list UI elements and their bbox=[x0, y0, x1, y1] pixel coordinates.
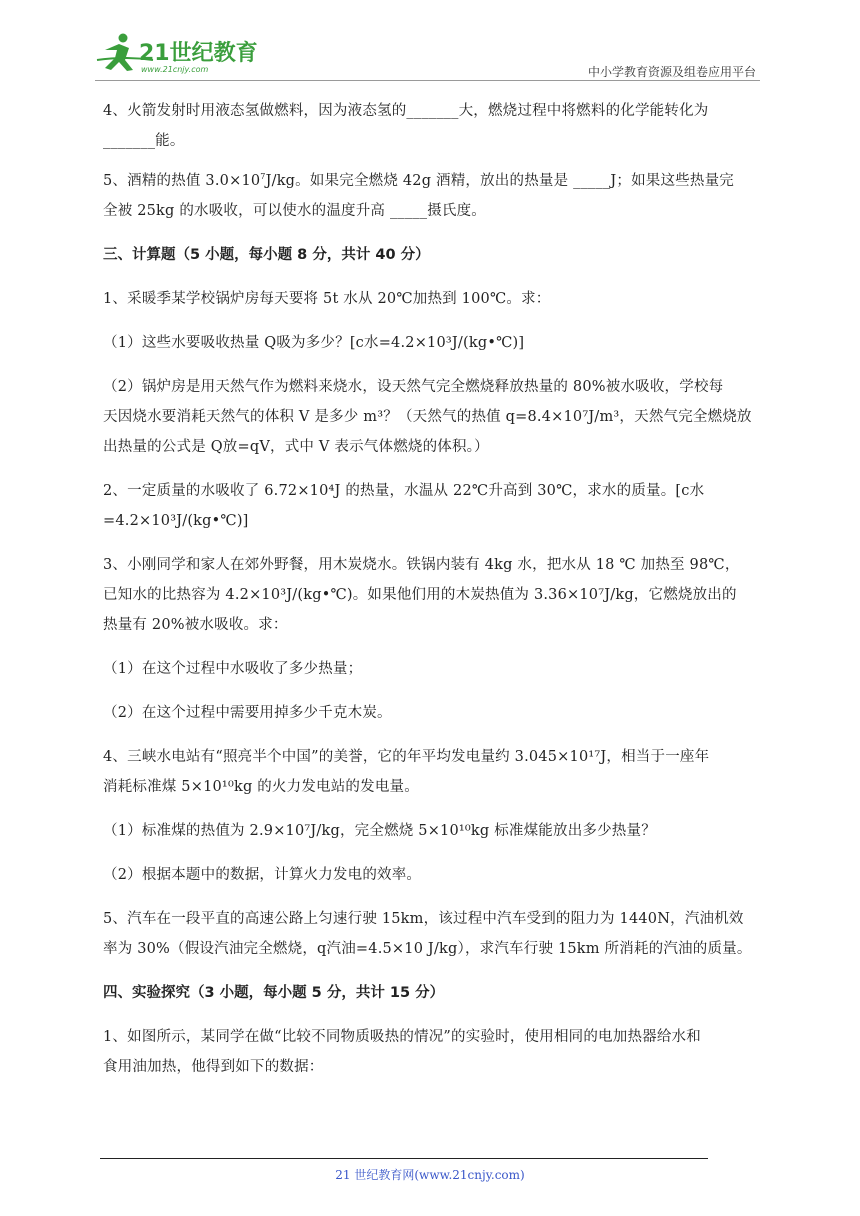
c4-line-1: 4、三峡水电站有“照亮半个中国”的美誉，它的年平均发电量约 3.045×10¹⁷J，相当于一座年 bbox=[103, 749, 710, 765]
c3-line-3: 热量有 20%被水吸收。求： bbox=[103, 617, 288, 633]
calc-question-1-part-2 bbox=[103, 372, 763, 462]
c4-line-2: 消耗标准煤 5×10¹⁰kg 的火力发电站的发电量。 bbox=[103, 779, 419, 795]
q5-line-2: 全被 25kg 的水吸收，可以使水的温度升高 _____摄氏度。 bbox=[103, 203, 486, 219]
calc-question-2 bbox=[103, 476, 763, 536]
section-heading-calc: 三、计算题（5 小题，每小题 8 分，共计 40 分） bbox=[103, 247, 430, 263]
header-divider bbox=[95, 80, 760, 81]
calc-question-4 bbox=[103, 742, 763, 802]
c5-line-2: 率为 30%（假设汽油完全燃烧，q汽油=4.5×10 J/kg），求汽车行驶 15km 所消耗的汽油的质量。 bbox=[103, 941, 752, 957]
calc-question-3-part-1: （1）在这个过程中水吸收了多少热量； bbox=[103, 661, 363, 677]
footer-divider bbox=[100, 1158, 708, 1159]
c1-2-line-1: （2）锅炉房是用天然气作为燃料来烧水，设天然气完全燃烧释放热量的 80%被水吸收，学校每 bbox=[103, 379, 724, 395]
question-fill-5 bbox=[103, 166, 763, 226]
calc-question-4-part-1: （1）标准煤的热值为 2.9×10⁷J/kg，完全燃烧 5×10¹⁰kg 标准煤能放出多少热量？ bbox=[103, 823, 656, 839]
calc-question-1-part-1: （1）这些水要吸收热量 Q吸为多少？[c水=4.2×10³J/(kg•℃)] bbox=[103, 335, 525, 351]
logo-url: www.21cnjy.com bbox=[141, 65, 209, 74]
page-header bbox=[95, 28, 760, 78]
calc-question-4-part-2: （2）根据本题中的数据，计算火力发电的效率。 bbox=[103, 867, 422, 883]
logo-text: 21世纪教育 bbox=[139, 41, 258, 66]
calc-question-5 bbox=[103, 904, 763, 964]
c3-line-2: 已知水的比热容为 4.2×10³J/(kg•℃)。如果他们用的木炭热值为 3.36×10⁷J/kg，它燃烧放出的 bbox=[103, 587, 737, 603]
c5-line-1: 5、汽车在一段平直的高速公路上匀速行驶 15km，该过程中汽车受到的阻力为 1440N，汽油机效 bbox=[103, 911, 744, 927]
question-fill-4 bbox=[103, 96, 763, 156]
e1-line-1: 1、如图所示，某同学在做“比较不同物质吸热的情况”的实验时，使用相同的电加热器给水和 bbox=[103, 1029, 701, 1045]
calc-question-1: 1、采暖季某学校锅炉房每天要将 5t 水从 20℃加热到 100℃。求： bbox=[103, 291, 551, 307]
q4-line-1: 4、火箭发射时用液态氢做燃料，因为液态氢的_______大，燃烧过程中将燃料的化学能转化为 bbox=[103, 103, 709, 119]
e1-line-2: 食用油加热，他得到如下的数据： bbox=[103, 1059, 324, 1075]
calc-question-3-part-2: （2）在这个过程中需要用掉多少千克木炭。 bbox=[103, 705, 392, 721]
c2-line-2: =4.2×10³J/(kg•℃)] bbox=[103, 513, 249, 529]
document-body bbox=[103, 96, 763, 1096]
c3-line-1: 3、小刚同学和家人在郊外野餐，用木炭烧水。铁锅内装有 4kg 水，把水从 18 ℃ 加热至 98℃， bbox=[103, 557, 740, 573]
section-heading-experiment: 四、实验探究（3 小题，每小题 5 分，共计 15 分） bbox=[103, 985, 445, 1001]
experiment-question-1 bbox=[103, 1022, 763, 1082]
c1-2-line-3: 出热量的公式是 Q放=qV，式中 V 表示气体燃烧的体积。） bbox=[103, 439, 489, 455]
q4-line-2: _______能。 bbox=[103, 133, 185, 149]
21cnjy-logo bbox=[95, 30, 295, 74]
calc-question-3 bbox=[103, 550, 763, 640]
c2-line-1: 2、一定质量的水吸收了 6.72×10⁴J 的热量，水温从 22℃升高到 30℃，求水的质量。[c水 bbox=[103, 483, 705, 499]
q5-line-1: 5、酒精的热值 $3.0\times 10^7J/kg$。如果完全燃烧 42g 酒精，放出的热量是 _____J；如果这些热量完 bbox=[103, 172, 734, 189]
c1-2-line-2: 天因烧水要消耗天然气的体积 V 是多少 m³？（天然气的热值 q=8.4×10⁷J/m³，天然气完全燃烧放 bbox=[103, 409, 752, 425]
footer-link[interactable]: 21 世纪教育网(www.21cnjy.com) bbox=[335, 1168, 525, 1182]
platform-name: 中小学教育资源及组卷应用平台 bbox=[587, 65, 756, 79]
